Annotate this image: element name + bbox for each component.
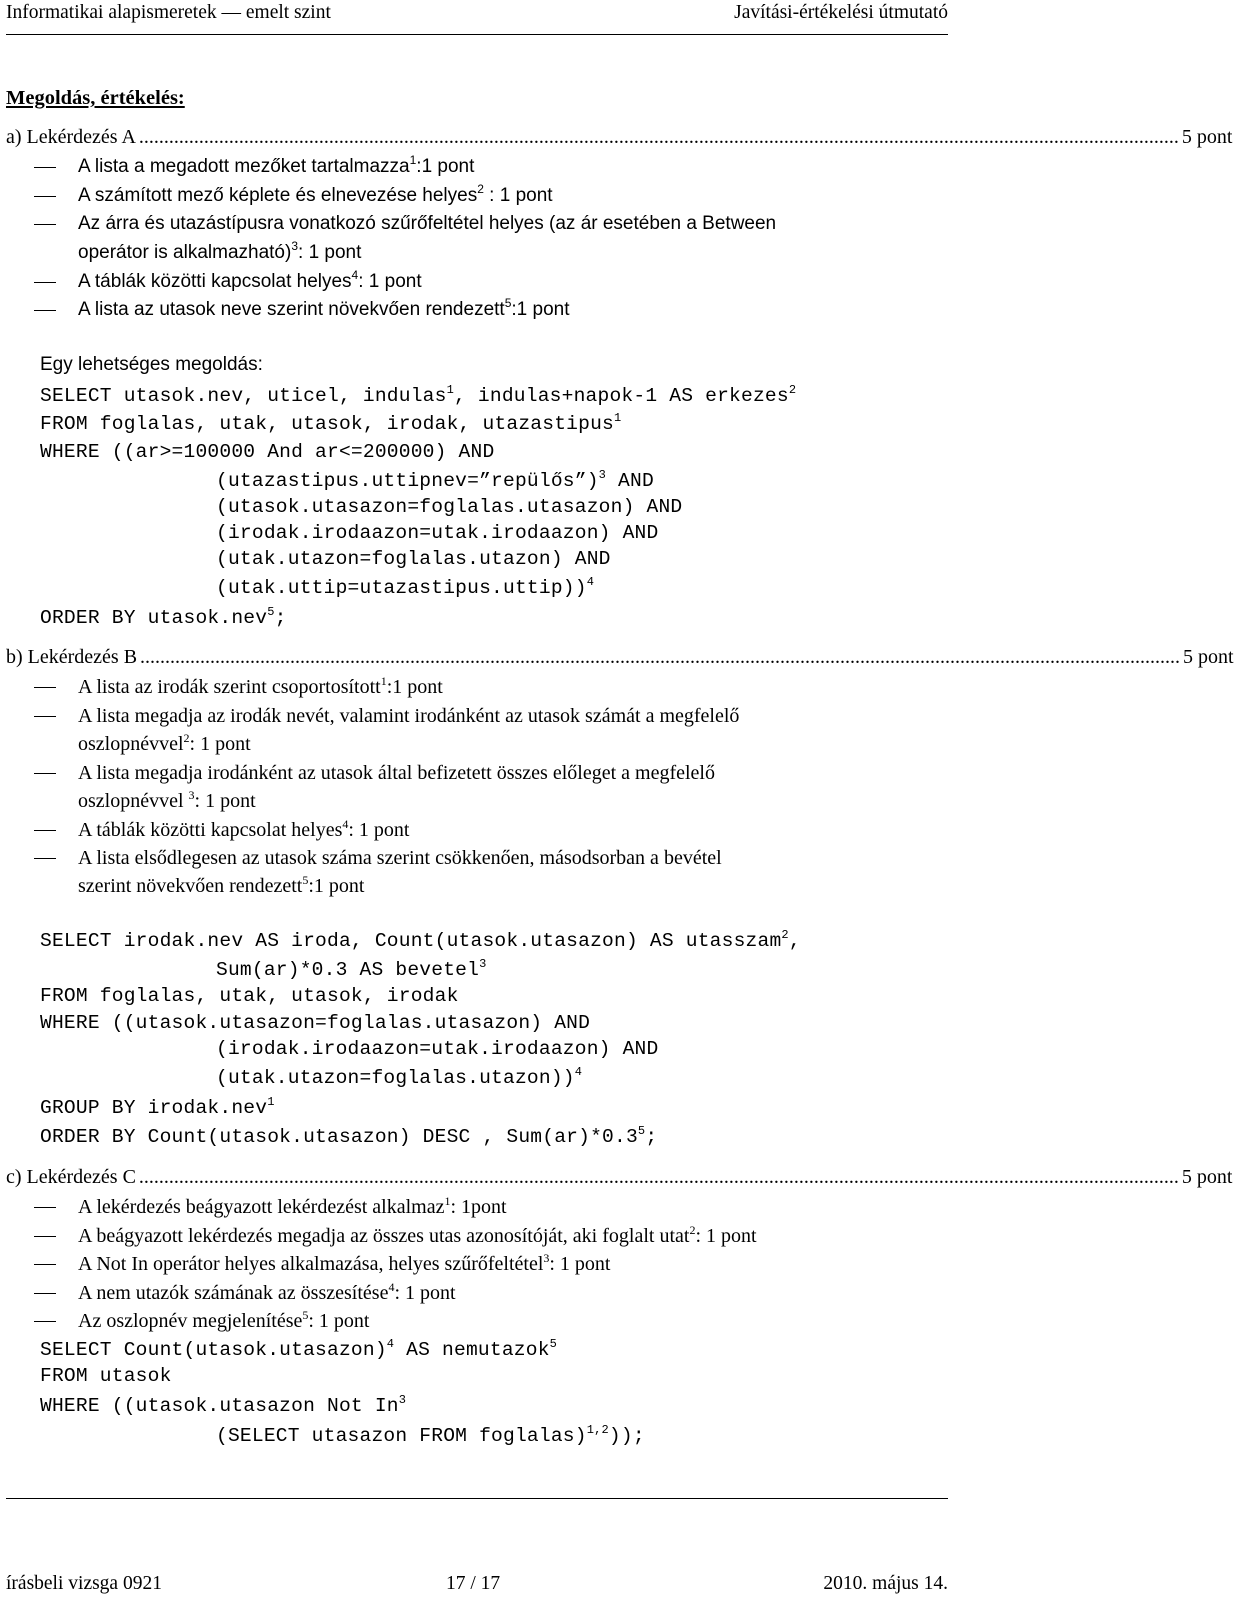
line-text: A lista az irodák szerint csoportosított <box>78 676 381 698</box>
line-text-after: : 1 pont <box>695 1225 757 1247</box>
line-text-after: : 1 pont <box>483 185 553 206</box>
footer-page-number: 17 / 17 <box>446 1573 501 1594</box>
code-line <box>216 1067 582 1089</box>
footnote-mark: 3 <box>398 1393 407 1407</box>
line-text-after: ; <box>274 607 287 629</box>
line-text: A számított mező képlete és elnevezése helyes <box>78 185 478 206</box>
code-line <box>40 1365 172 1387</box>
code-line <box>216 959 487 981</box>
line-text: A Not In operátor helyes alkalmazása, helyes szűrőfeltétel <box>78 1253 544 1275</box>
line-text: (irodak.irodaazon=utak.irodaazon) AND <box>216 522 659 544</box>
criterion-item <box>78 182 944 210</box>
code-line <box>40 1097 275 1119</box>
criterion-item <box>78 787 944 815</box>
list-dash <box>34 1207 56 1208</box>
criterion-item <box>78 268 944 296</box>
line-text-after: AND <box>606 470 654 492</box>
line-text: WHERE ((utasok.utasazon Not In <box>40 1395 399 1417</box>
line-text: A lista az utasok neve szerint növekvően rendezett <box>78 299 505 320</box>
solution-label: Egy lehetséges megoldás: <box>40 354 263 375</box>
line-text-after: : 1 pont <box>298 242 362 263</box>
code-line <box>216 496 682 518</box>
criterion-item <box>78 872 944 900</box>
list-dash <box>34 167 56 168</box>
line-text-after: : 1 pont <box>348 819 410 841</box>
line-text-after: : 1 pont <box>394 1282 456 1304</box>
line-text: operátor is alkalmazható) <box>78 242 292 263</box>
footnote-mark: 4 <box>342 817 349 831</box>
page-title: Megoldás, értékelés: <box>6 87 185 109</box>
code-line <box>40 1395 406 1417</box>
section-a-heading <box>6 126 1233 152</box>
code-line <box>40 413 621 435</box>
line-text-after: , <box>788 930 801 952</box>
code-line <box>40 385 796 407</box>
line-text: FROM foglalas, utak, utasok, irodak <box>40 985 459 1007</box>
footer-rule <box>6 1498 948 1499</box>
list-dash <box>34 858 56 859</box>
footnote-mark: 2 <box>689 1223 696 1237</box>
line-text-after: : 1 pont <box>358 271 422 292</box>
criterion-item <box>78 1222 944 1250</box>
footer-right: 2010. május 14. <box>823 1573 948 1594</box>
line-text-after: )); <box>608 1425 645 1447</box>
criterion-item <box>78 153 944 181</box>
code-line <box>216 522 658 544</box>
line-text: SELECT Count(utasok.utasazon) <box>40 1339 387 1361</box>
footnote-mark: 5 <box>637 1124 646 1138</box>
footnote-mark: 1,2 <box>586 1423 609 1437</box>
code-line <box>216 577 594 599</box>
footnote-mark: 1 <box>444 1194 451 1208</box>
list-dash <box>34 716 56 717</box>
section-points: 5 pont <box>1183 646 1234 668</box>
criterion-item <box>78 239 944 267</box>
code-line <box>40 1126 657 1148</box>
criterion-item <box>78 1307 944 1335</box>
list-dash <box>34 773 56 774</box>
list-dash <box>34 1321 56 1322</box>
list-dash <box>34 310 56 311</box>
footnote-mark: 2 <box>477 182 484 196</box>
footnote-mark: 5 <box>504 296 512 310</box>
line-text: A táblák közötti kapcsolat helyes <box>78 271 352 292</box>
footnote-mark: 4 <box>388 1280 395 1294</box>
list-dash <box>34 687 56 688</box>
line-text-after: , indulas+napok-1 AS erkezes <box>453 385 789 407</box>
line-text: (utasok.utasazon=foglalas.utasazon) AND <box>216 496 683 518</box>
footnote-mark: 5 <box>302 873 309 887</box>
line-text: oszlopnévvel <box>78 790 189 812</box>
line-text: A lista megadja az irodák nevét, valamint irodánként az utasok számát a megfelelő <box>78 705 740 727</box>
list-dash <box>34 830 56 831</box>
footnote-mark: 1 <box>409 153 417 167</box>
footnote-mark: 3 <box>188 788 195 802</box>
line-text: (irodak.irodaazon=utak.irodaazon) AND <box>216 1038 659 1060</box>
criterion-item <box>78 296 944 324</box>
footnote-mark: 4 <box>351 268 359 282</box>
section-label: a) Lekérdezés A <box>6 126 136 148</box>
footnote-mark: 1 <box>267 1095 275 1109</box>
line-text-after: : 1 pont <box>189 733 251 755</box>
leader-dots: ................................................................................................................................................................................................................ <box>138 126 1179 148</box>
code-line <box>40 1012 590 1034</box>
line-text: SELECT irodak.nev AS iroda, Count(utasok.utasazon) AS utasszam <box>40 930 782 952</box>
section-c-heading <box>6 1166 1233 1192</box>
list-dash <box>34 196 56 197</box>
footnote-mark: 3 <box>291 239 299 253</box>
footnote-mark: 5 <box>302 1308 309 1322</box>
code-line <box>40 930 801 952</box>
header-rule <box>6 34 948 35</box>
leader-dots: ................................................................................................................................................................................................................ <box>140 646 1181 668</box>
code-line <box>216 548 611 570</box>
footnote-mark: 2 <box>788 383 797 397</box>
list-dash <box>34 1264 56 1265</box>
list-dash <box>34 224 56 225</box>
line-text: WHERE ((utasok.utasazon=foglalas.utasazon) AND <box>40 1012 591 1034</box>
footnote-mark: 4 <box>574 1065 583 1079</box>
code-line <box>40 441 494 463</box>
line-text-after: :1 pont <box>416 156 475 177</box>
code-line <box>40 1339 557 1361</box>
line-text: FROM foglalas, utak, utasok, irodak, utazastipus <box>40 413 614 435</box>
line-text: A lekérdezés beágyazott lekérdezést alkalmaz <box>78 1196 445 1218</box>
footnote-mark: 1 <box>380 674 387 688</box>
line-text: A lista elsődlegesen az utasok száma szerint csökkenően, másodsorban a bevétel <box>78 847 722 869</box>
footnote-mark: 3 <box>479 957 487 971</box>
line-text: A beágyazott lekérdezés megadja az összes utas azonosítóját, aki foglalt utat <box>78 1225 690 1247</box>
section-label: c) Lekérdezés C <box>6 1166 136 1188</box>
criterion-item <box>78 730 944 758</box>
page-footer <box>6 1573 948 1597</box>
line-text: (utak.uttip=utazastipus.uttip)) <box>216 577 587 599</box>
footnote-mark: 3 <box>598 468 607 482</box>
criterion-item <box>78 1279 944 1307</box>
criterion-item <box>78 702 944 730</box>
line-text: (utak.utazon=foglalas.utazon)) <box>216 1067 575 1089</box>
header-left: Informatikai alapismeretek — emelt szint <box>6 2 331 23</box>
code-line <box>40 607 287 629</box>
criterion-item <box>78 1250 944 1278</box>
criterion-item <box>78 673 944 701</box>
line-text-after: : 1 pont <box>308 1310 370 1332</box>
header-right: Javítási-értékelési útmutató <box>734 2 948 23</box>
line-text-after: :1 pont <box>386 676 443 698</box>
line-text: A táblák közötti kapcsolat helyes <box>78 819 343 841</box>
line-text-after: : 1 pont <box>549 1253 611 1275</box>
line-text: szerint növekvően rendezett <box>78 875 303 897</box>
footnote-mark: 5 <box>267 605 275 619</box>
line-text: ORDER BY Count(utasok.utasazon) DESC , Sum(ar)*0.3 <box>40 1126 638 1148</box>
list-dash <box>34 282 56 283</box>
section-points: 5 pont <box>1181 1166 1233 1188</box>
line-text: oszlopnévvel <box>78 733 184 755</box>
section-b-heading <box>6 646 1234 672</box>
leader-dots: ................................................................................................................................................................................................................ <box>138 1166 1179 1188</box>
code-line <box>40 985 459 1007</box>
line-text: FROM utasok <box>40 1365 172 1387</box>
list-dash <box>34 1293 56 1294</box>
line-text: Az árra és utazástípusra vonatkozó szűrőfeltétel helyes (az ár esetében a Between <box>78 213 777 234</box>
footnote-mark: 5 <box>549 1337 558 1351</box>
section-points: 5 pont <box>1181 126 1233 148</box>
footer-left: írásbeli vizsga 0921 <box>6 1573 162 1594</box>
footnote-mark: 4 <box>386 1337 395 1351</box>
line-text: Az oszlopnév megjelenítése <box>78 1310 303 1332</box>
line-text-after: ; <box>645 1126 658 1148</box>
criterion-item <box>78 1193 944 1221</box>
line-text: (SELECT utasazon FROM foglalas) <box>216 1425 587 1447</box>
line-text-after: AS nemutazok <box>394 1339 550 1361</box>
line-text: Sum(ar)*0.3 AS bevetel <box>216 959 480 981</box>
criterion-item <box>78 816 944 844</box>
criterion-item <box>78 210 944 238</box>
line-text: A lista megadja irodánként az utasok által befizetett összes előleget a megfelelő <box>78 762 715 784</box>
section-label: b) Lekérdezés B <box>6 646 138 668</box>
footnote-mark: 3 <box>543 1251 550 1265</box>
line-text: (utazastipus.uttipnev=”repülős”) <box>216 470 599 492</box>
footnote-mark: 1 <box>614 411 622 425</box>
code-line <box>216 1038 658 1060</box>
criterion-item <box>78 844 944 872</box>
footnote-mark: 2 <box>781 928 789 942</box>
line-text: GROUP BY irodak.nev <box>40 1097 268 1119</box>
footnote-mark: 4 <box>586 575 595 589</box>
line-text: A nem utazók számának az összesítése <box>78 1282 389 1304</box>
line-text: (utak.utazon=foglalas.utazon) AND <box>216 548 611 570</box>
line-text: A lista a megadott mezőket tartalmazza <box>78 156 410 177</box>
line-text: ORDER BY utasok.nev <box>40 607 268 629</box>
line-text-after: : 1pont <box>450 1196 507 1218</box>
page-header <box>6 2 948 26</box>
line-text: WHERE ((ar>=100000 And ar<=200000) AND <box>40 441 495 463</box>
list-dash <box>34 1236 56 1237</box>
line-text-after: : 1 pont <box>194 790 256 812</box>
line-text-after: :1 pont <box>308 875 365 897</box>
line-text: SELECT utasok.nev, uticel, indulas <box>40 385 447 407</box>
footnote-mark: 1 <box>446 383 454 397</box>
code-line <box>216 470 654 492</box>
footnote-mark: 2 <box>183 731 190 745</box>
code-line <box>216 1425 645 1447</box>
line-text-after: :1 pont <box>511 299 570 320</box>
criterion-item <box>78 759 944 787</box>
